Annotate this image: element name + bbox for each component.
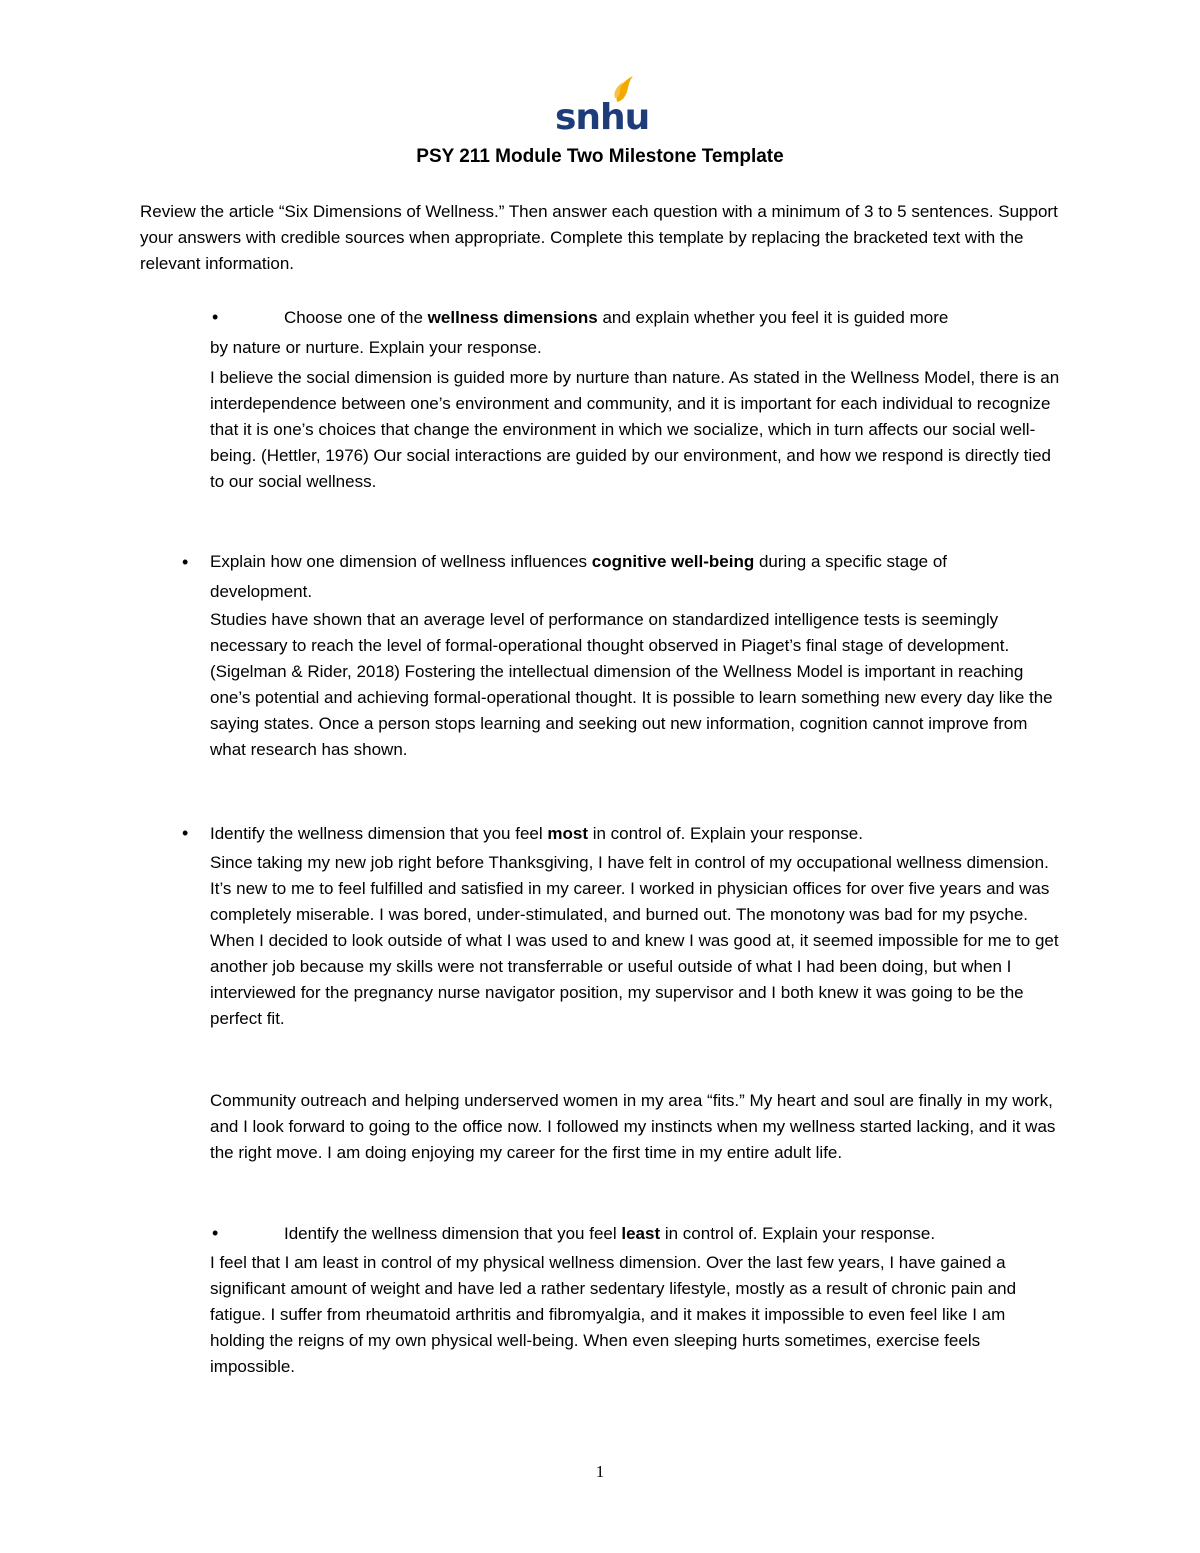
question-4-prompt: Identify the wellness dimension that you feel least in control of. Explain your response. <box>284 1224 936 1243</box>
question-1-prompt: Choose one of the wellness dimensions and explain whether you feel it is guided more <box>284 308 949 327</box>
question-2-prompt: Explain how one dimension of wellness influences cognitive well-being during a specific stage of <box>210 552 948 571</box>
bullet-1: • <box>212 307 219 327</box>
answer-1: I believe the social dimension is guided more by nurture than nature. As stated in the Wellness Model, there is an interdependence between one’s environment and community, and it is important for each individual to recognize that it is one’s choices that change the environment in which we socialize, which in turn affects our social well-being. (Hettler, 1976) Our social interactions are guided by our environment, and how we respond is directly tied to our social wellness. <box>210 368 1060 491</box>
answer-4: I feel that I am least in control of my physical wellness dimension. Over the last few years, I have gained a significant amount of weight and have led a rather sedentary lifestyle, mostly as a result of chronic pain and fatigue. I suffer from rheumatoid arthritis and fibromyalgia, and it makes it impossible to even feel like I am holding the reigns of my own physical well-being. When even sleeping hurts sometimes, exercise feels impossible. <box>210 1253 1017 1376</box>
question-3-prompt: Identify the wellness dimension that you feel most in control of. Explain your response. <box>210 824 863 843</box>
snhu-logo <box>555 72 650 138</box>
page-title: PSY 211 Module Two Milestone Template <box>416 146 784 167</box>
answer-2: Studies have shown that an average level of performance on standardized intelligence tests is seemingly necessary to reach the level of formal-operational thought observed in Piaget’s final stage of development. (Sigelman & Rider, 2018) Fostering the intellectual dimension of the Wellness Model is important in reaching one’s potential and achieving formal-operational thought. It is possible to learn something new every day like the saying states. Once a person stops learning and seeking out new information, cognition cannot improve from what research has shown. <box>210 610 1053 759</box>
question-1-prompt-line2: by nature or nurture. Explain your response. <box>210 338 542 357</box>
snhu-logo-graphic <box>555 72 650 138</box>
question-2-prompt-line2: development. <box>210 582 313 601</box>
bullet-3: • <box>182 823 189 843</box>
svg-text:snhu: snhu <box>555 97 650 138</box>
answer-3-continued: Community outreach and helping underserved women in my area “fits.” My heart and soul are finally in my work, and I look forward to going to the office now. I followed my instincts when my wellness started lacking, and it was the right move. I am doing enjoying my career for the first time in my entire adult life. <box>210 1091 1056 1162</box>
bullet-2: • <box>182 552 189 572</box>
page-number: 1 <box>595 1462 605 1481</box>
intro-paragraph: Review the article “Six Dimensions of Wellness.” Then answer each question with a minimum of 3 to 5 sentences. Support your answers with credible sources when appropriate. Complete this template by replacing the bracketed text with the relevant information. <box>140 202 1058 273</box>
bullet-4: • <box>212 1223 219 1243</box>
answer-3: Since taking my new job right before Thanksgiving, I have felt in control of my occupational wellness dimension. It’s new to me to feel fulfilled and satisfied in my career. I worked in physician offices for over five years and was completely miserable. I was bored, under-stimulated, and burned out. The monotony was bad for my psyche. When I decided to look outside of what I was used to and knew I was good at, it seemed impossible for me to get another job because my skills were not transferrable or useful outside of what I had been doing, but when I interviewed for the pregnancy nurse navigator position, my supervisor and I both knew it was going to be the perfect fit. <box>210 853 1059 1028</box>
